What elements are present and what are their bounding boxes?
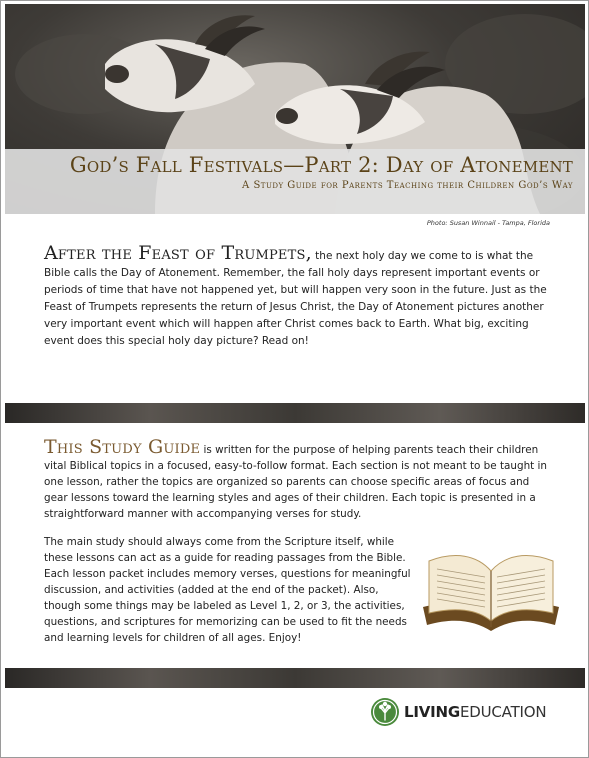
- study-guide-heading: This Study Guide: [44, 436, 201, 458]
- main-study-paragraph: The main study should always come from the Scripture itself, while these lessons can act as a guide for reading passages from the Bible. Each lesson packet includes memory verses, questions for meaningful discussion, and activities (added at the end of the packet). Also, though some things may be labeled as Level 1, 2, or 3, the activities, questions, and scriptures for memorizing can be used to fit the needs and learning levels for children of all ages. Enjoy!: [44, 536, 411, 644]
- page-subtitle: A Study Guide for Parents Teaching their Children God’s Way: [242, 180, 573, 191]
- page-title: God’s Fall Festivals—Part 2: Day of Atonement: [69, 153, 573, 177]
- living-education-logo: [370, 690, 546, 734]
- title-band: [5, 149, 585, 214]
- open-bible-icon: [415, 537, 567, 637]
- intro-body: the next holy day we come to is what the Bible calls the Day of Atonement. Remember, the fall holy days represent important events or periods of time that have not happened yet, but will happen very soon in the future. Just as the Feast of Trumpets represents the return of Jesus Christ, the Day of Atonement pictures another very important event which will happen after Christ comes back to Earth. What big, exciting event does this special holy day picture? Read on!: [44, 250, 547, 347]
- logo-rest-text: EDUCATION: [460, 703, 547, 721]
- logo-bold-text: LIVING: [404, 703, 460, 721]
- photo-credit: Photo: Susan Winnail - Tampa, Florida: [426, 219, 550, 227]
- logo-wordmark: [404, 703, 546, 721]
- divider-band-top: [5, 403, 585, 423]
- study-guide-body: is written for the purpose of helping parents teach their children vital Biblical topics in a focused, easy-to-follow format. Each section is not meant to be taught in one lesson, rather the topics are organized so parents can choose specific areas of focus and gear lessons toward the learning styles and ages of their children. Each topic is presented in a straightforward manner with accompanying verses for study.: [44, 444, 548, 520]
- tree-icon: [370, 697, 400, 727]
- intro-heading: After the Feast of Trumpets,: [44, 242, 312, 264]
- divider-band-bottom: [5, 668, 585, 688]
- study-guide-paragraph: [44, 436, 554, 522]
- intro-paragraph: [44, 242, 552, 350]
